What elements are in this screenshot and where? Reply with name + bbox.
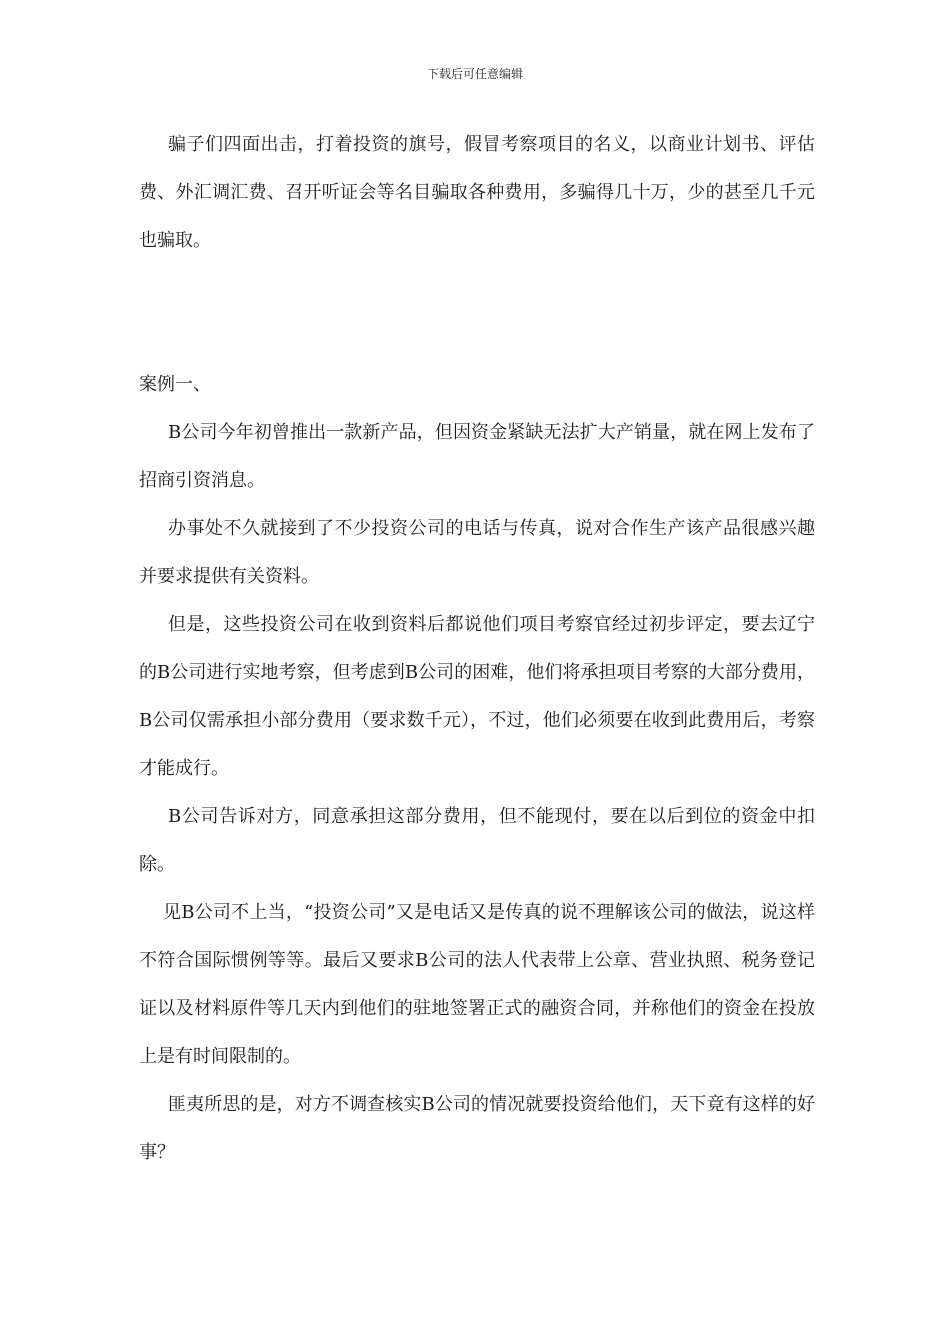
- paragraph-case-background: B公司今年初曾推出一款新产品，但因资金紧缺无法扩大产销量，就在网上发布了招商引资消息。: [139, 422, 815, 491]
- paragraph-gap: [139, 265, 815, 361]
- paragraph-office-contact: 办事处不久就接到了不少投资公司的电话与传真，说对合作生产该产品很感兴趣并要求提供有关资料。: [139, 518, 815, 587]
- paragraph-conclusion: 匪夷所思的是，对方不调查核实B公司的情况就要投资给他们，天下竟有这样的好事？: [139, 1094, 815, 1163]
- paragraph-inspection-fee: 但是，这些投资公司在收到资料后都说他们项目考察官经过初步评定，要去辽宁的B公司进行实地考察，但考虑到B公司的困难，他们将承担项目考察的大部分费用，B公司仅需承担小部分费用（要求数千元），不过，他们必须要在收到此费用后，考察才能成行。: [139, 614, 815, 779]
- paragraph-company-reply: B公司告诉对方，同意承担这部分费用，但不能现付，要在以后到位的资金中扣除。: [139, 806, 815, 875]
- paragraph-intro: 骗子们四面出击，打着投资的旗号，假冒考察项目的名义，以商业计划书、评估费、外汇调汇费、召开听证会等名目骗取各种费用，多骗得几十万，少的甚至几千元也骗取。: [139, 134, 815, 251]
- document-body: [139, 121, 815, 1177]
- case-heading: 案例一、: [139, 374, 211, 395]
- page-header: 下载后可任意编辑: [426, 67, 523, 81]
- paragraph-pressure: 见B公司不上当，“投资公司”又是电话又是传真的说不理解该公司的做法，说这样不符合国际惯例等等。最后又要求B公司的法人代表带上公章、营业执照、税务登记证以及材料原件等几天内到他们的驻地签署正式的融资合同，并称他们的资金在投放上是有时间限制的。: [139, 902, 815, 1067]
